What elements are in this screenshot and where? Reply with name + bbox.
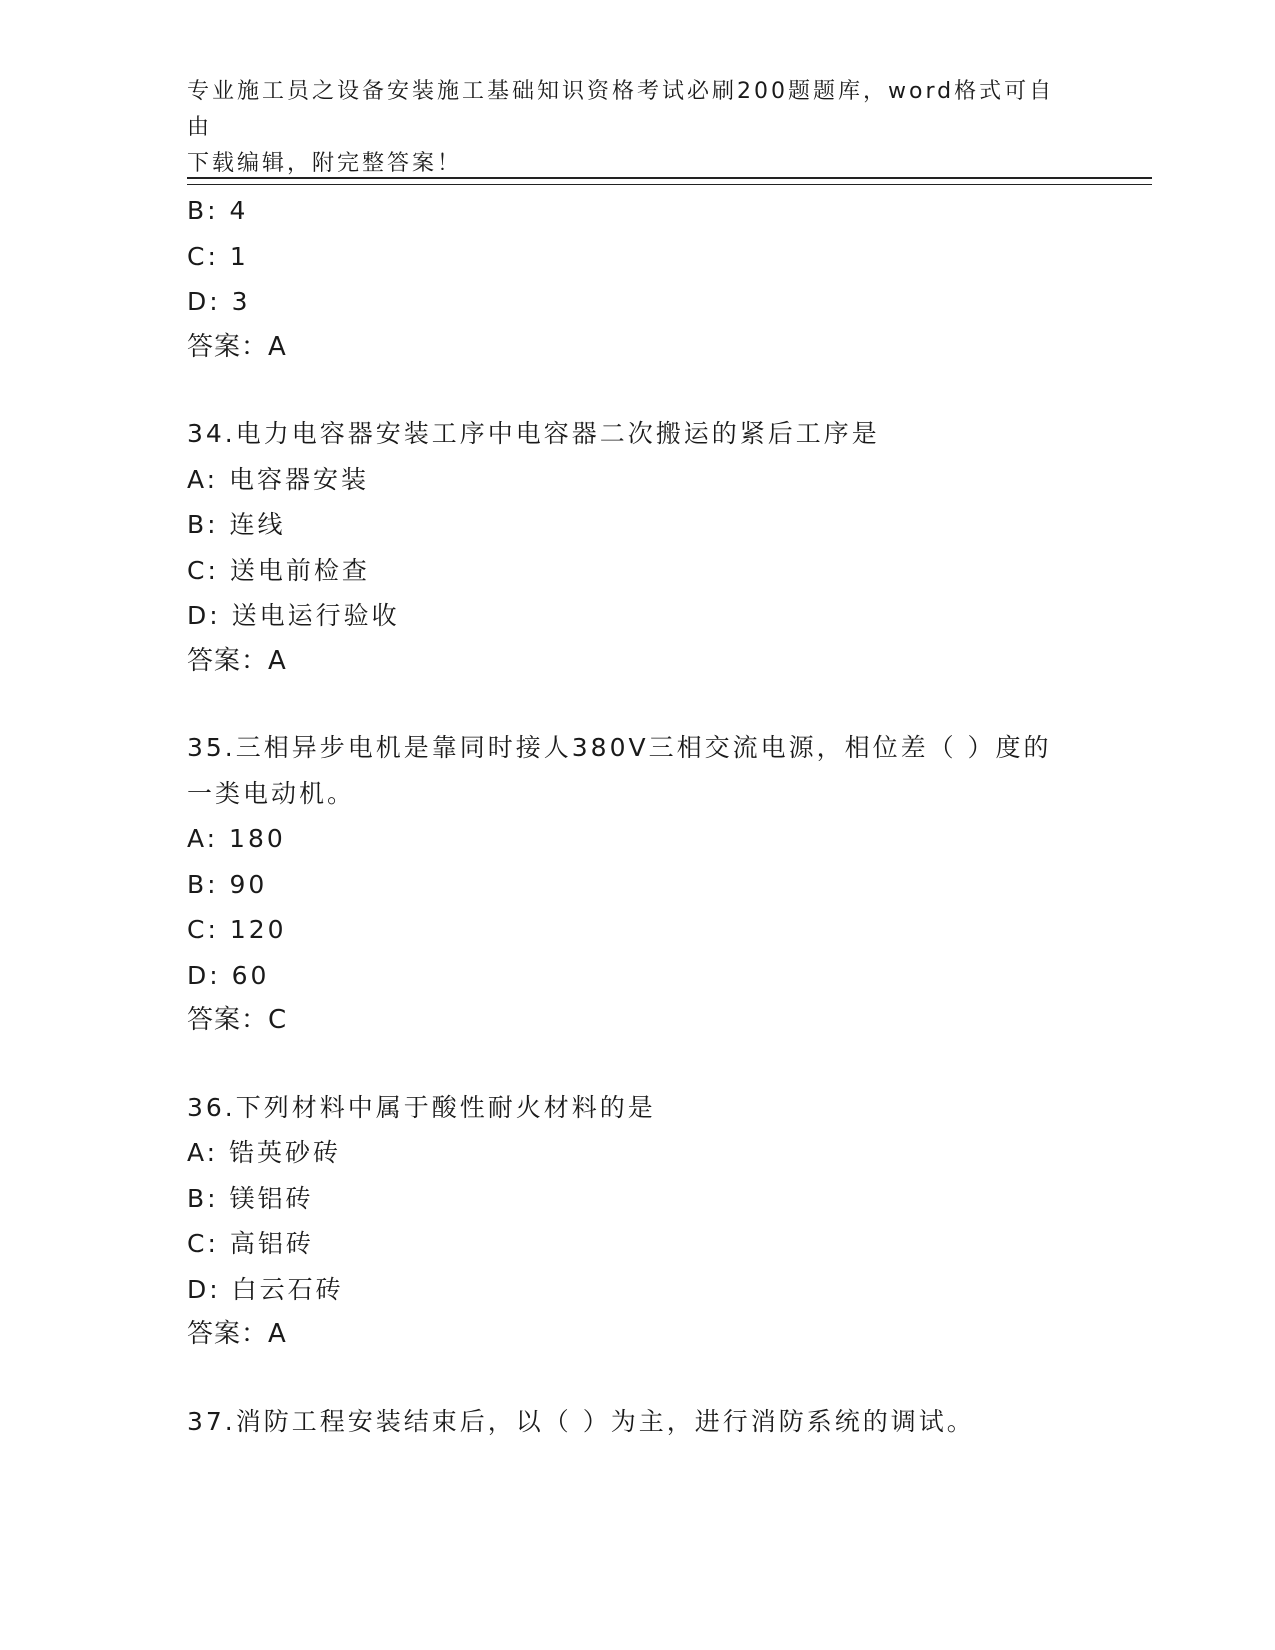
option-c: C: 1 <box>187 241 249 271</box>
option-d: D: 3 <box>187 287 251 316</box>
question-stem-line-1: 35.三相异步电机是靠同时接人380V三相交流电源，相位差（ ）度的 <box>187 733 1052 762</box>
question-36 <box>187 1085 1087 1358</box>
question-34 <box>187 411 1087 684</box>
header-line-2: 下载编辑，附完整答案！ <box>187 151 463 176</box>
option-a: A: 180 <box>187 824 286 853</box>
question-list <box>187 188 1087 1444</box>
question-37 <box>187 1399 1087 1445</box>
option-b: B: 镁铝砖 <box>187 1183 314 1213</box>
option-c: C: 120 <box>187 915 287 944</box>
question-stem-line-2: 一类电动机。 <box>187 778 356 808</box>
answer: 答案：A <box>187 1319 287 1349</box>
option-b: B: 连线 <box>187 510 286 539</box>
option-a: A: 电容器安装 <box>187 464 370 494</box>
question-stem: 34.电力电容器安装工序中电容器二次搬运的紧后工序是 <box>187 419 880 448</box>
answer: 答案：C <box>187 1005 288 1035</box>
question-33 <box>187 188 1087 370</box>
option-a: A: 锆英砂砖 <box>187 1138 342 1167</box>
document-header <box>187 74 1067 182</box>
option-d: D: 送电运行验收 <box>187 601 400 630</box>
option-c: C: 送电前检查 <box>187 555 370 585</box>
option-d: D: 白云石砖 <box>187 1274 344 1304</box>
option-d: D: 60 <box>187 960 270 990</box>
option-b: B: 90 <box>187 869 268 899</box>
header-divider <box>187 177 1152 185</box>
header-line-1: 专业施工员之设备安装施工基础知识资格考试必刷200题题库，word格式可自由 <box>187 79 1055 140</box>
question-stem: 36.下列材料中属于酸性耐火材料的是 <box>187 1092 656 1122</box>
option-c: C: 高铝砖 <box>187 1229 314 1258</box>
question-stem: 37.消防工程安装结束后，以（ ）为主，进行消防系统的调试。 <box>187 1406 975 1436</box>
answer: 答案：A <box>187 331 287 362</box>
answer: 答案：A <box>187 645 287 676</box>
option-b: B: 4 <box>187 196 249 225</box>
question-35 <box>187 725 1087 1044</box>
